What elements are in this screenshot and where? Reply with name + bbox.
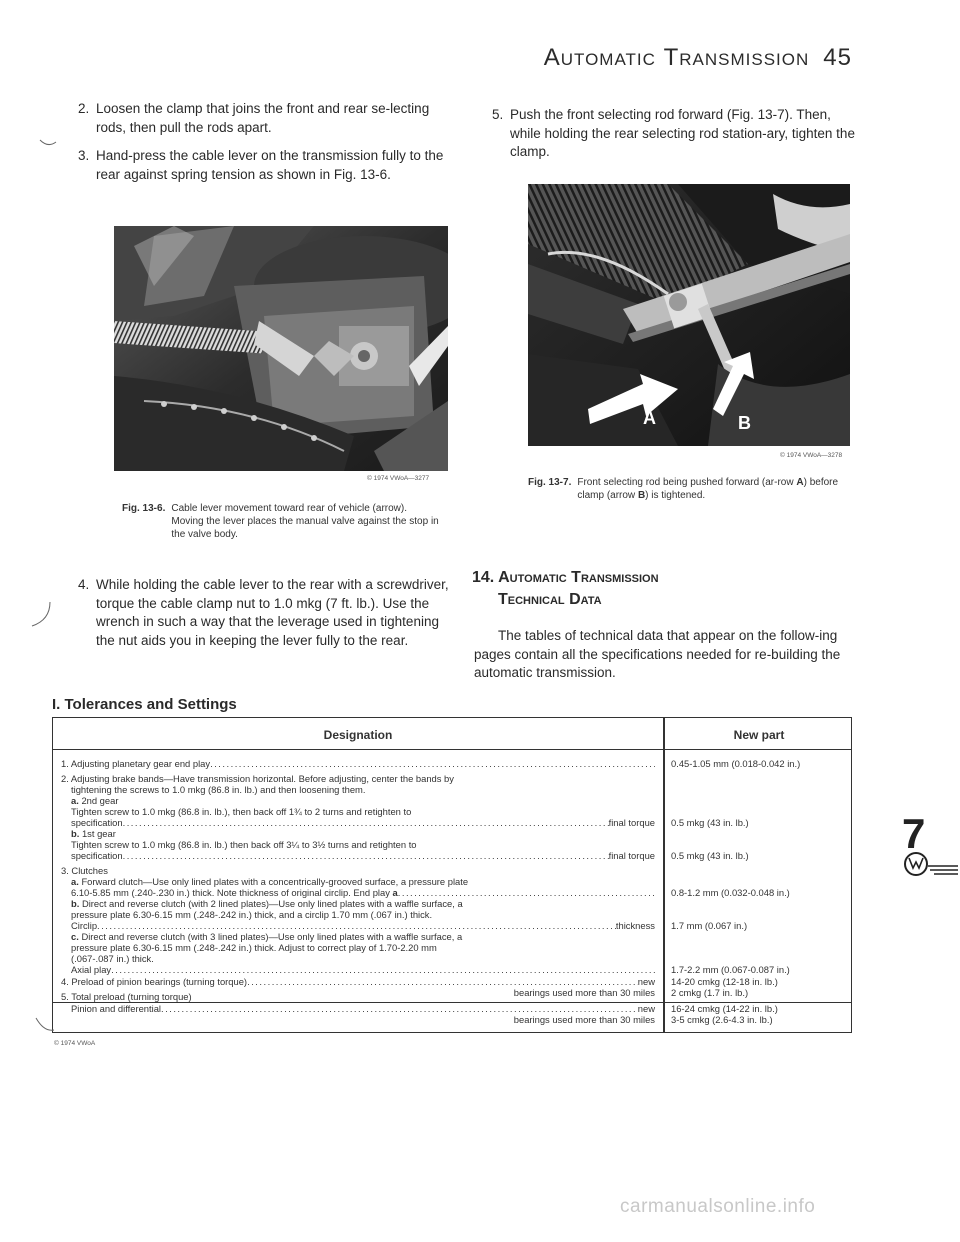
table-row: specification ..... final torque	[61, 850, 655, 862]
table-row: pressure plate 6.30-6.15 mm (.248-.242 in.) thick. Adjust to correct play of 1.70-2.20 mm	[71, 942, 437, 953]
table-row: b. Direct and reverse clutch (with 2 lined plates)—Use only lined plates with a waffle surface, a	[71, 898, 463, 909]
table-value: 0.5 mkg (43 in. lb.)	[671, 850, 749, 861]
table-row: a. Forward clutch—Use only lined plates with a concentrically-grooved surface, a pressure plate	[71, 876, 469, 887]
table-value: 14-20 cmkg (12-18 in. lb.)	[671, 976, 778, 987]
step-5: 5. Push the front selecting rod forward (Fig. 13-7). Then, while holding the rear selecting rod station-ary, tighten the clamp.	[492, 107, 855, 159]
header-title: Automatic Transmission	[543, 44, 810, 71]
watermark: carmanualsonline.info	[620, 1196, 816, 1217]
table-row: Pinion and differential ..... new	[61, 1003, 655, 1015]
figure-13-6-caption: Fig. 13-6. Cable lever movement toward rear of vehicle (arrow). Moving the lever places the manual valve against the stop in the valve body.	[122, 503, 439, 540]
table-row: 1. Adjusting planetary gear end play .....	[61, 758, 655, 770]
col-header-designation: Designation	[323, 728, 393, 742]
table-row: 6.10-5.85 mm (.240-.230 in.) thick. Note thickness of original circlip. End play a .....	[61, 887, 655, 899]
figure-13-7-photo	[528, 184, 850, 446]
col-header-new-part: New part	[733, 728, 785, 742]
table-value: 16-24 cmkg (14-22 in. lb.)	[671, 1003, 778, 1014]
photo-marker-b: B	[738, 413, 751, 433]
table-value: 0.5 mkg (43 in. lb.)	[671, 817, 749, 828]
table-row: 3. Clutches	[61, 865, 108, 876]
table-row: 2. Adjusting brake bands—Have transmission horizontal. Before adjusting, center the bands by	[61, 773, 454, 784]
table-row: Tighten screw to 1.0 mkg (86.8 in. lb.) then back off 3¼ to 3½ turns and retighten to	[71, 839, 417, 850]
table-row: specification ..... final torque	[61, 817, 655, 829]
table-row: c. Direct and reverse clutch (with 3 lined plates)—Use only lined plates with a waffle surface, a	[71, 931, 463, 942]
step-4: 4. While holding the cable lever to the rear with a screwdriver, torque the cable clamp nut to 1.0 mkg (7 ft. lb.). Use the wrench in such a way that the leverage used in tightening the nut aids you in keeping the lever fully to the rear.	[78, 577, 449, 648]
table-value: 2 cmkg (1.7 in. lb.)	[671, 987, 749, 998]
section-14-body: The tables of technical data that appear on the follow-ing pages contain all the specifications needed for re-building the automatic transmission.	[474, 628, 841, 680]
table-row: b. 1st gear	[71, 828, 116, 839]
table-value: 0.8-1.2 mm (0.032-0.048 in.)	[671, 887, 790, 898]
chapter-number: 7	[902, 810, 926, 857]
table-row: Tighten screw to 1.0 mkg (86.8 in. lb.), then back off 1¾ to 2 turns and retighten to	[71, 806, 412, 817]
table-column-divider	[663, 718, 665, 1002]
page-header	[544, 44, 852, 72]
table-value: 0.45-1.05 mm (0.018-0.042 in.)	[671, 758, 801, 769]
table-row: a. 2nd gear	[71, 795, 119, 806]
photo-marker-a: A	[643, 408, 656, 428]
footer-credit: © 1974 VWoA	[54, 1040, 96, 1047]
table-header-row	[53, 718, 851, 750]
table-value: 1.7-2.2 mm (0.067-0.087 in.)	[671, 964, 790, 975]
figure-13-7-credit: © 1974 VWoA—3278	[780, 452, 843, 459]
table-row: bearings used more than 30 miles	[513, 1014, 655, 1025]
chapter-thumb-tab	[900, 808, 960, 878]
table-row: Axial play .....	[61, 964, 655, 976]
table-row: 5. Total preload (turning torque)	[61, 991, 192, 1002]
figure-13-6-photo	[114, 226, 448, 471]
table-row: 4. Preload of pinion bearings (turning torque) ..... new	[61, 976, 655, 988]
margin-mark-2	[28, 600, 54, 630]
left-column	[78, 100, 450, 194]
table-value: 1.7 mm (0.067 in.)	[671, 920, 748, 931]
figure-13-7-caption: Fig. 13-7. Front selecting rod being pushed forward (ar-row A) before clamp (arrow B) is tightened.	[528, 477, 839, 501]
table-row: tightening the screws to 1.0 mkg (86.8 in. lb.) and then loosening them.	[71, 784, 366, 795]
page-number: 45	[823, 44, 852, 71]
table-row: bearings used more than 30 miles	[513, 987, 655, 998]
figure-13-6-credit: © 1974 VWoA—3277	[367, 475, 430, 482]
step-3: 3. Hand-press the cable lever on the transmission fully to the rear against spring tension as shown in Fig. 13-6.	[78, 148, 444, 182]
table-row: (.067-.087 in.) thick.	[71, 953, 154, 964]
margin-mark-3	[34, 1012, 56, 1036]
table-title: I. Tolerances and Settings	[52, 696, 237, 713]
table-row: Circlip ..... thickness	[61, 920, 655, 932]
tolerances-table	[52, 717, 852, 1003]
step-2: 2. Loosen the clamp that joins the front and rear se-lecting rods, then pull the rods apart.	[78, 101, 430, 135]
right-column	[492, 106, 858, 172]
section-14-heading: 14. Automatic Transmission Technical Data	[472, 569, 659, 608]
table-value: 3-5 cmkg (2.6-4.3 in. lb.)	[671, 1014, 773, 1025]
table-row: pressure plate 6.30-6.15 mm (.248-.242 in.) thick, and a circlip 1.70 mm (.067 in.) thick.	[71, 909, 433, 920]
margin-mark-1	[38, 138, 58, 152]
